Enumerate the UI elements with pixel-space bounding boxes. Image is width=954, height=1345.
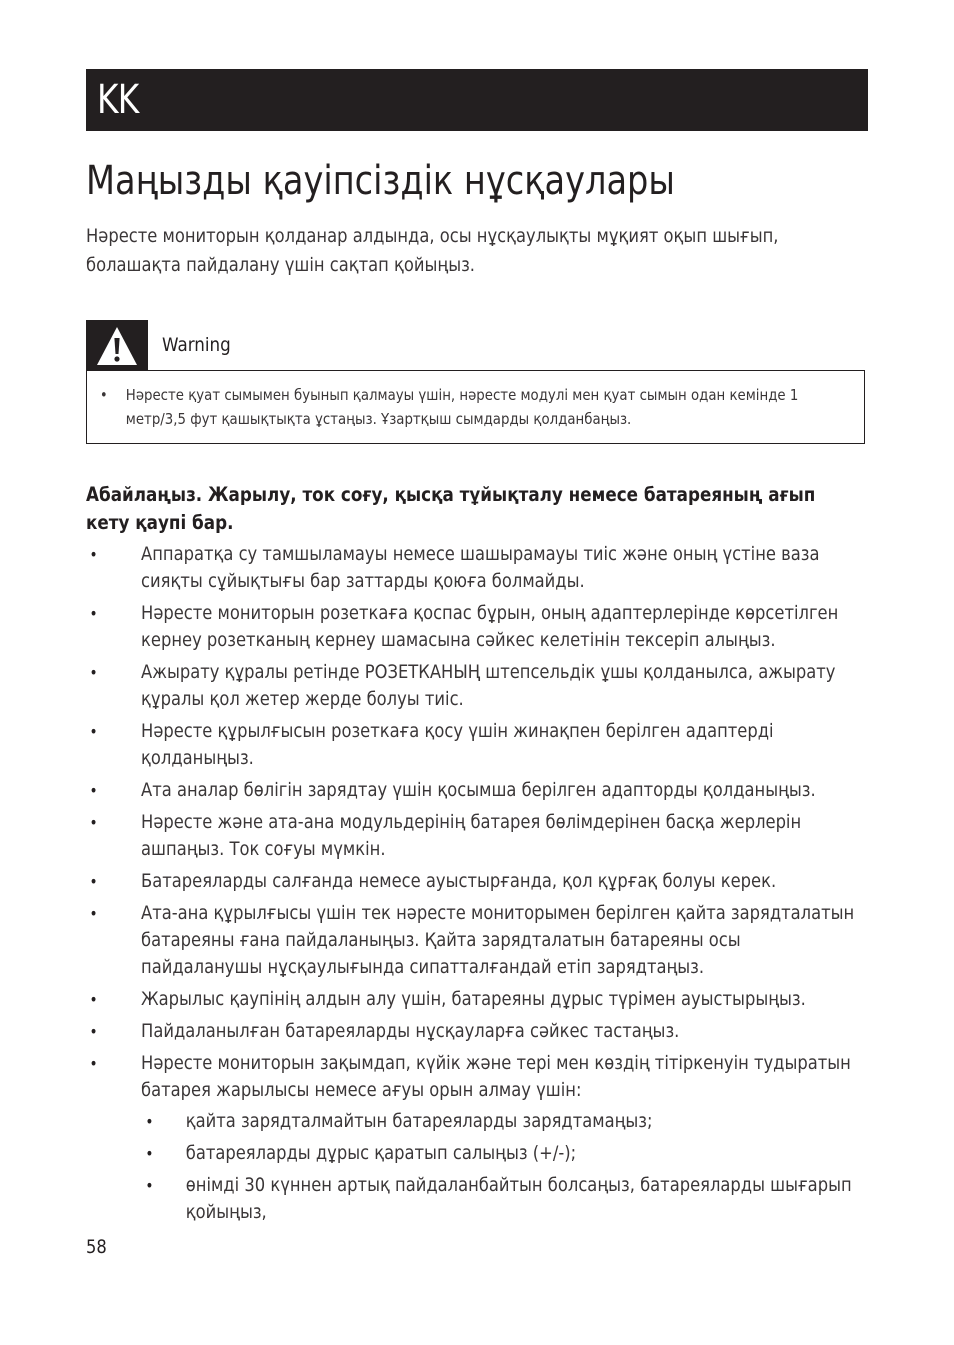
list-item-text: Батареяларды салғанда немесе ауыстырғанда, қол құрғақ болуы керек. bbox=[141, 870, 777, 892]
list-item-text: Пайдаланылған батареяларды нұсқауларға сәйкес тастаңыз. bbox=[141, 1020, 680, 1042]
list-item bbox=[86, 541, 860, 595]
list-item bbox=[86, 809, 860, 863]
bullet-icon: • bbox=[89, 904, 98, 923]
list-item-text: Аппаратқа су тамшыламауы немесе шашырамауы тиіс және оның үстіне ваза сияқты сұйықтығы бар заттарды қоюға болмайды. bbox=[141, 543, 820, 592]
sub-list bbox=[141, 1108, 860, 1226]
page-number: 58 bbox=[86, 1236, 107, 1258]
list-item-text: Ажырату құралы ретінде РОЗЕТКАНЫҢ штепсельдік ұшы қолданылса, ажырату құралы қол жетер жерде болуы тиіс. bbox=[141, 661, 836, 710]
bullet-icon: • bbox=[89, 1022, 98, 1041]
bullet-icon: • bbox=[89, 604, 98, 623]
list-item-text: Нәресте мониторын розеткаға қоспас бұрын, оның адаптерлерінде көрсетілген кернеу розетканың кернеу шамасына сәйкес келетінін тексеріп алыңыз. bbox=[141, 602, 839, 651]
warning-triangle-icon bbox=[86, 320, 148, 371]
bullet-icon: • bbox=[145, 1144, 154, 1163]
list-item bbox=[86, 900, 860, 981]
sub-list-item bbox=[141, 1172, 860, 1226]
intro-paragraph: Нәресте мониторын қолданар алдында, осы нұсқаулықты мұқият оқып шығып, болашақта пайдалану үшін сақтап қойыңыз. bbox=[86, 225, 779, 276]
list-item-text: Нәресте және ата-ана модульдерінің батарея бөлімдерінен басқа жерлерін ашпаңыз. Ток соғуы мүмкін. bbox=[141, 811, 802, 860]
sub-list-item bbox=[141, 1140, 860, 1167]
list-item bbox=[86, 777, 860, 804]
bullet-icon: • bbox=[145, 1112, 154, 1131]
sub-list-item-text: қайта зарядталмайтын батареяларды зарядтамаңыз; bbox=[185, 1110, 653, 1132]
bullet-icon: • bbox=[89, 663, 98, 682]
warning-text: Нәресте қуат сымымен буынып қалмауы үшін, нәресте модулі мен қуат сымын одан кемінде 1 метр/3,5 фут қашықтықта ұстаңыз. Ұзартқыш сымдарды қолданбаңыз. bbox=[125, 386, 799, 428]
page-title: Маңызды қауіпсіздік нұсқаулары bbox=[86, 158, 675, 204]
language-header-bar bbox=[86, 69, 868, 131]
list-item-text: Нәресте мониторын зақымдап, күйік және тері мен көздің тітіркенуін тудыратын батарея жарылысы немесе ағуы орын алмау үшін: bbox=[141, 1052, 851, 1101]
bullet-icon: • bbox=[89, 872, 98, 891]
sub-list-item bbox=[141, 1108, 860, 1135]
bullet-icon: • bbox=[145, 1176, 154, 1195]
list-item-text: Ата-ана құрылғысы үшін тек нәресте мониторымен берілген қайта зарядталатын батареяны ғана пайдаланыңыз. Қайта зарядталатын батареяны осы пайдаланушы нұсқаулығында сипатталғандай етіп зарядтаңыз. bbox=[141, 902, 855, 978]
list-item bbox=[86, 600, 860, 654]
list-item bbox=[86, 868, 860, 895]
list-item-text: Нәресте құрылғысын розеткаға қосу үшін жинақпен берілген адаптерді қолданыңыз. bbox=[141, 720, 774, 769]
warning-list bbox=[100, 383, 857, 431]
list-item-text: Жарылыс қаупінің алдын алу үшін, батареяны дұрыс түрімен ауыстырыңыз. bbox=[141, 988, 806, 1010]
warning-item bbox=[100, 383, 857, 431]
bullet-icon: • bbox=[89, 722, 98, 741]
bullet-icon: • bbox=[89, 781, 98, 800]
list-item bbox=[86, 659, 860, 713]
bullet-icon: • bbox=[89, 813, 98, 832]
list-item bbox=[86, 986, 860, 1013]
bullet-icon: • bbox=[89, 545, 98, 564]
bullet-icon: • bbox=[89, 1054, 98, 1073]
sub-list-item-text: өнімді 30 күннен артық пайдаланбайтын болсаңыз, батареяларды шығарып қойыңыз, bbox=[185, 1174, 852, 1223]
warning-label: Warning bbox=[162, 334, 231, 356]
bullet-icon: • bbox=[89, 990, 98, 1009]
caution-heading: Абайлаңыз. Жарылу, ток соғу, қысқа тұйықталу немесе батареяның ағып кету қаупі бар. bbox=[86, 483, 816, 534]
exclamation-triangle-icon bbox=[96, 326, 138, 366]
list-item bbox=[86, 1050, 860, 1226]
list-item-text: Ата аналар бөлігін зарядтау үшін қосымша берілген адапторды қолданыңыз. bbox=[141, 779, 816, 801]
caution-list bbox=[86, 541, 860, 1231]
list-item bbox=[86, 718, 860, 772]
bullet-icon: • bbox=[100, 386, 108, 404]
list-item bbox=[86, 1018, 860, 1045]
sub-list-item-text: батареяларды дұрыс қаратып салыңыз (+/-); bbox=[185, 1142, 577, 1164]
language-code: KK bbox=[97, 77, 139, 123]
